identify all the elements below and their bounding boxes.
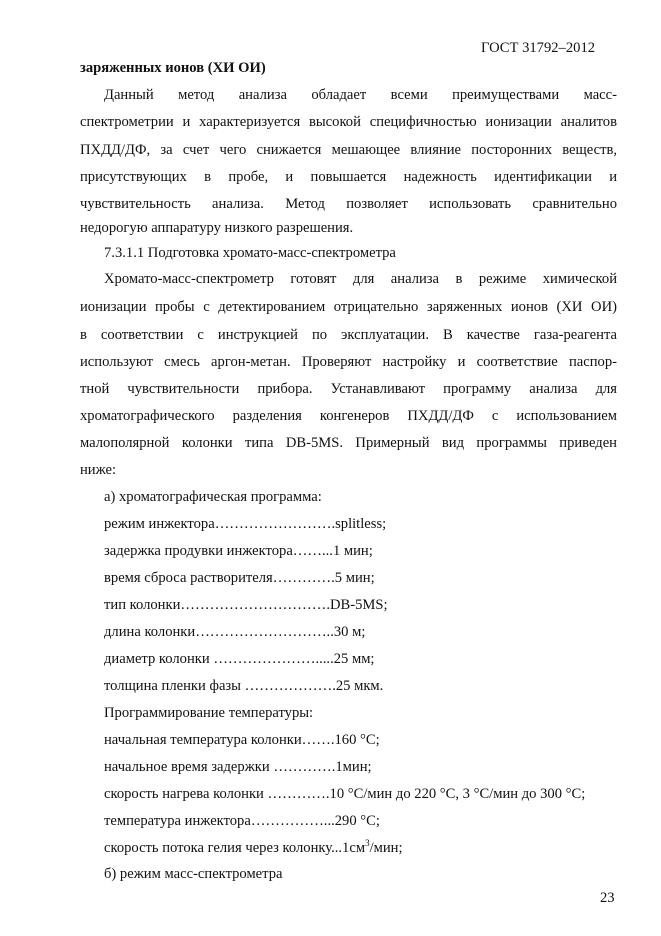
temperature-programming-title: Программирование температуры:	[104, 705, 314, 721]
section-title: 7.3.1.1 Подготовка хромато-масс-спектрометра	[104, 245, 396, 261]
helium-flow-unit: /мин;	[369, 840, 403, 856]
chromatography-program-title: а) хроматографическая программа:	[104, 489, 322, 505]
injector-mode: режим инжектора…………………….splitless;	[104, 516, 387, 532]
injector-temperature: температура инжектора……………...290 °С;	[104, 813, 380, 829]
initial-hold-time: начальное время задержки ………….1мин;	[104, 759, 372, 775]
text-line: ионизации пробы с детектированием отрицательно заряженных ионов (ХИ ОИ)	[80, 299, 617, 315]
text-line: ПХДД/ДФ, за счет чего снижается мешающее влияние посторонних веществ,	[80, 142, 617, 158]
text-line: спектрометрии и характеризуется высокой специфичностью ионизации аналитов	[80, 114, 617, 130]
helium-flow-text: скорость потока гелия через колонку...1см	[104, 840, 366, 856]
text-line: ниже:	[80, 462, 117, 478]
helium-flow-rate	[104, 840, 403, 857]
film-thickness: толщина пленки фазы ……………….25 мкм.	[104, 678, 384, 694]
text-line: используют смесь аргон-метан. Проверяют настройку и соответствие паспор-	[80, 354, 617, 370]
text-line: в соответствии с инструкцией по эксплуатации. В качестве газа-реагента	[80, 327, 617, 343]
purge-delay: задержка продувки инжектора……...1 мин;	[104, 543, 373, 559]
column-diameter: диаметр колонки ………………….....25 мм;	[104, 651, 375, 667]
mass-spectrometer-mode-title: б) режим масс-спектрометра	[104, 866, 283, 882]
page-number: 23	[600, 890, 615, 906]
initial-column-temperature: начальная температура колонки…….160 °С;	[104, 732, 380, 748]
text-line: Данный метод анализа обладает всеми преимуществами масс-	[104, 87, 617, 103]
heading-continuation: заряженных ионов (ХИ ОИ)	[80, 60, 266, 76]
column-heating-rate: скорость нагрева колонки ………….10 °С/мин до 220 °С, 3 °С/мин до 300 °С;	[104, 786, 586, 802]
text-line: чувствительность анализа. Метод позволяет использовать сравнительно	[80, 196, 617, 212]
column-type: тип колонки………………………….DB-5MS;	[104, 597, 388, 613]
text-line: присутствующих в пробе, и повышается надежность идентификации и	[80, 169, 617, 185]
helium-flow-superscript: 3	[365, 838, 370, 848]
column-length: длина колонки………………………..30 м;	[104, 624, 366, 640]
text-line: малополярной колонки типа DB-5MS. Примерный вид программы приведен	[80, 435, 617, 451]
standard-header: ГОСТ 31792–2012	[481, 40, 596, 56]
text-line: тной чувствительности прибора. Устанавливают программу анализа для	[80, 381, 617, 397]
text-line: хроматографического разделения конгенеров ПХДД/ДФ с использованием	[80, 408, 617, 424]
text-line: Хромато-масс-спектрометр готовят для анализа в режиме химической	[104, 271, 617, 287]
solvent-reset-time: время сброса растворителя………….5 мин;	[104, 570, 375, 586]
text-line: недорогую аппаратуру низкого разрешения.	[80, 220, 354, 236]
